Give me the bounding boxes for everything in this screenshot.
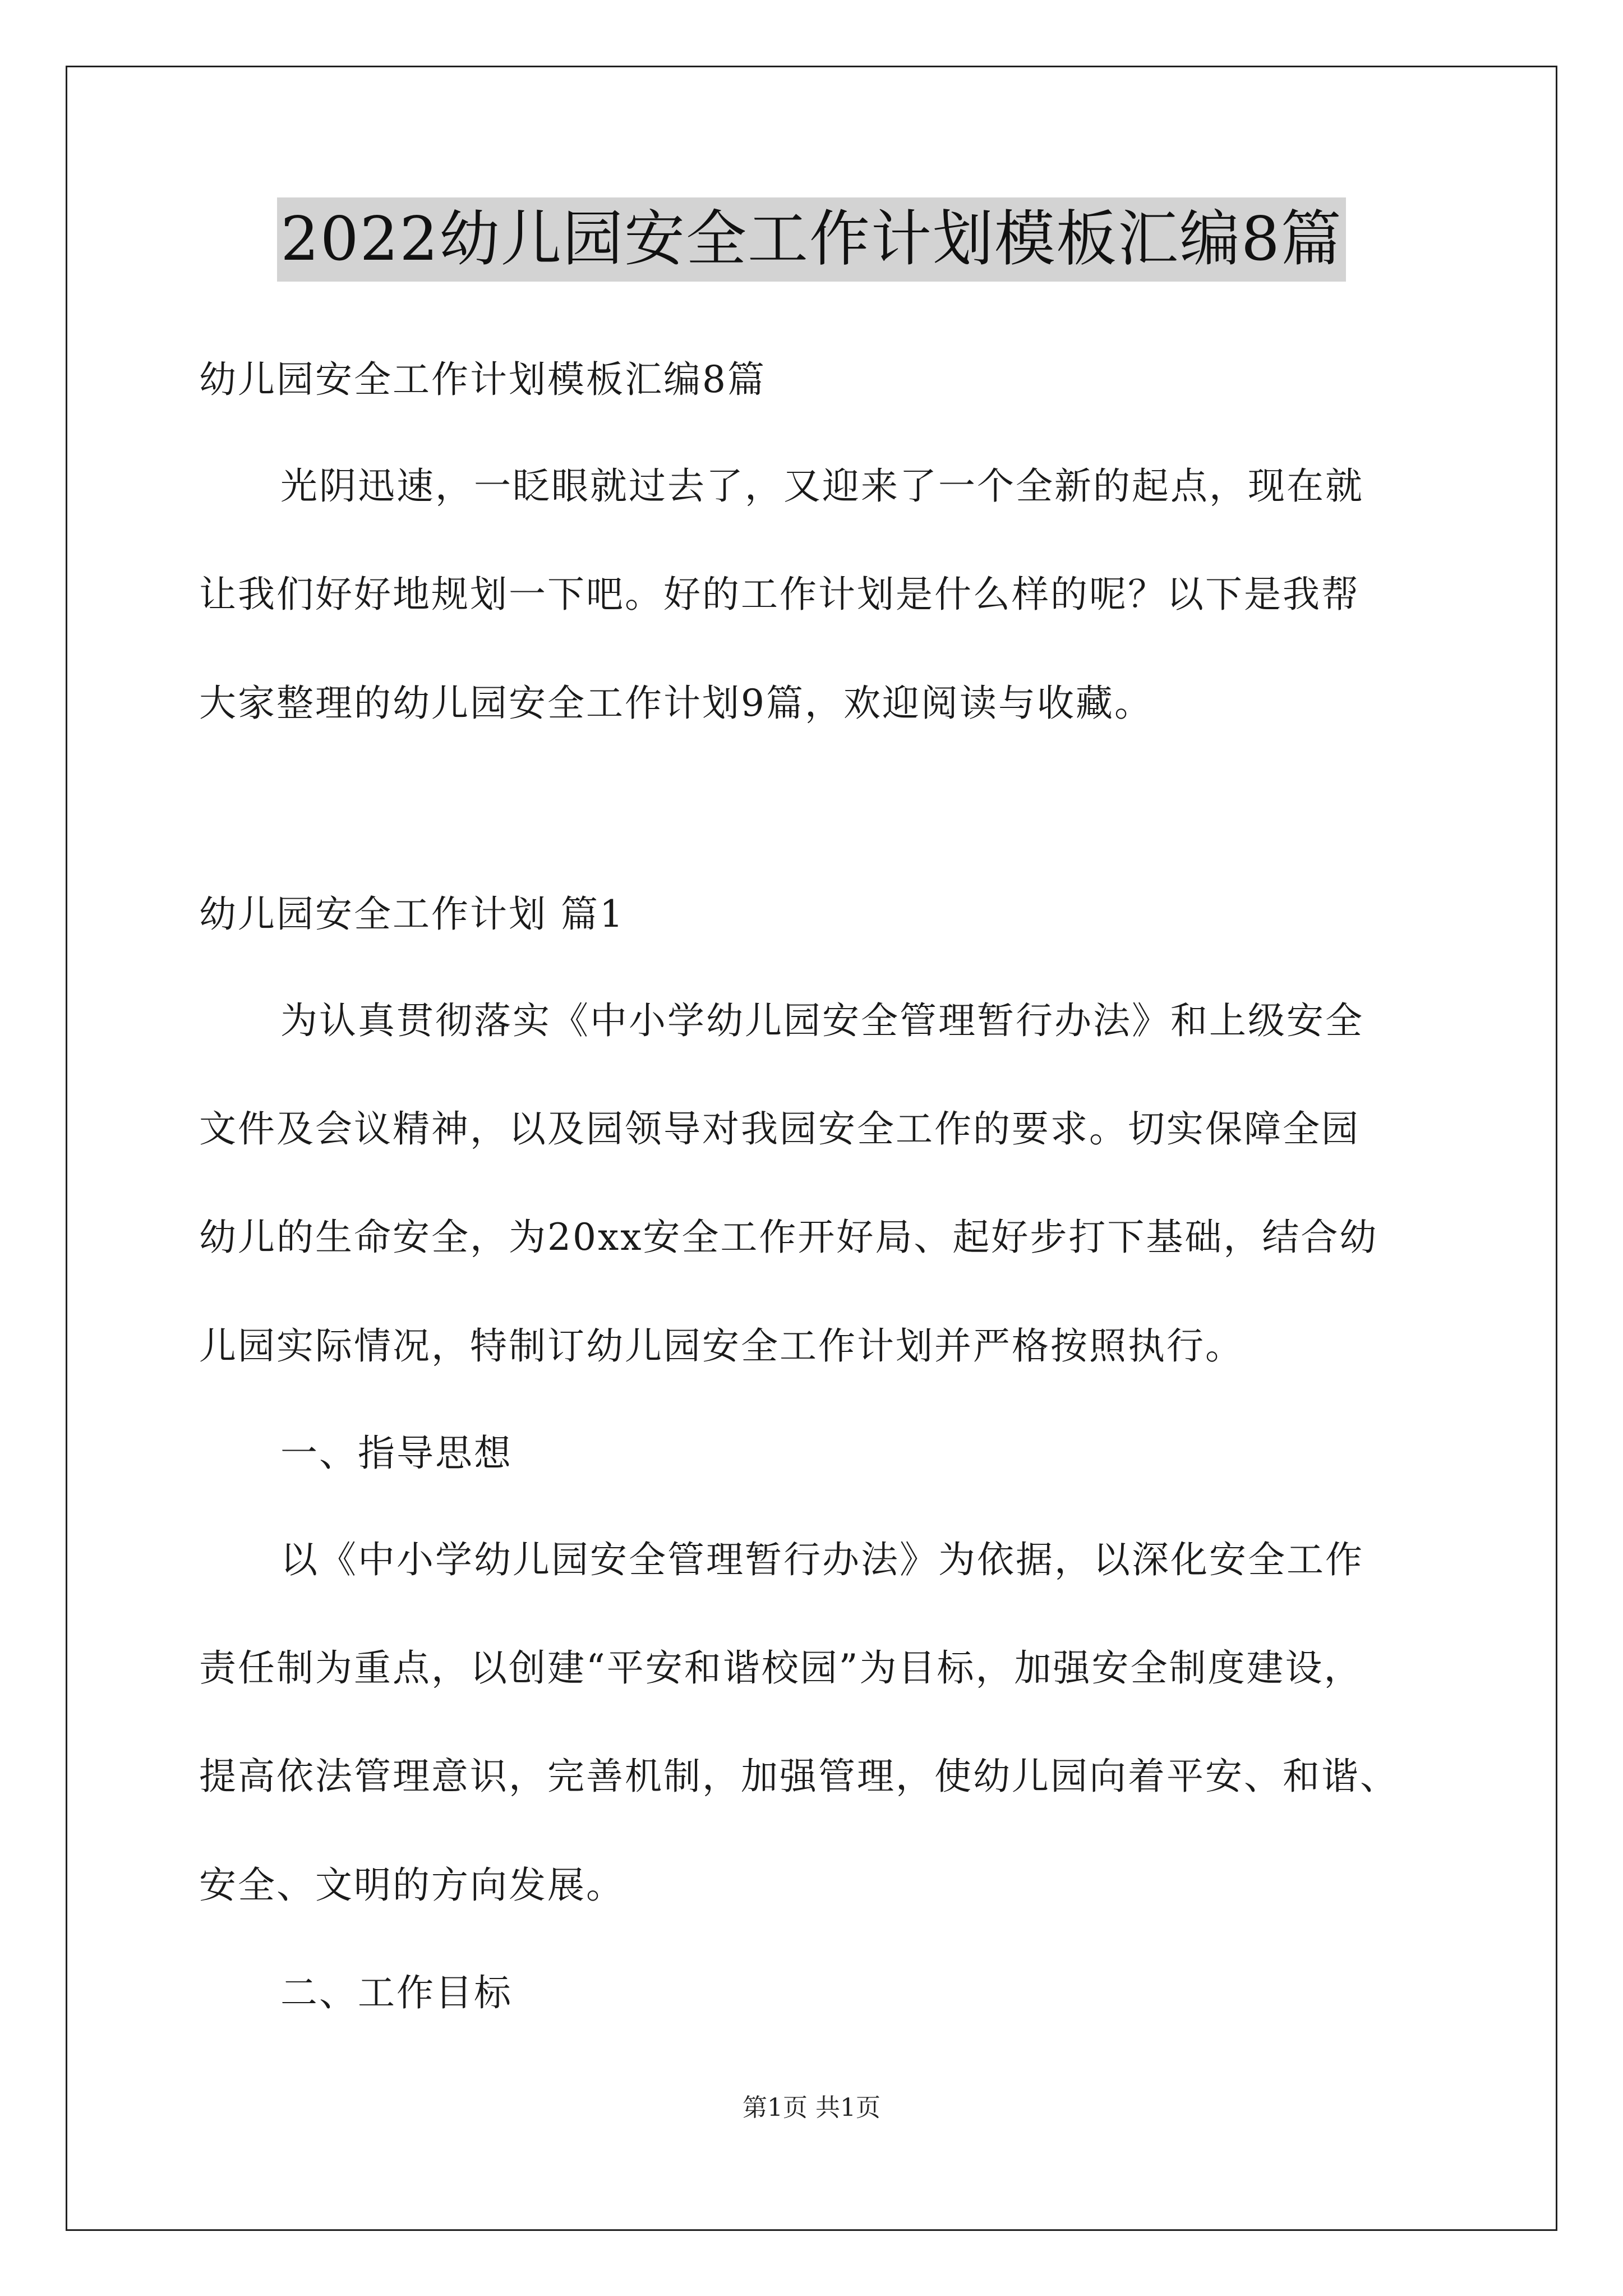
page-number-footer: 第1页 共1页 <box>743 2093 880 2122</box>
paragraph-1-line-4: 儿园实际情况，特制订幼儿园安全工作计划并严格按照执行。 <box>199 1324 1244 1368</box>
paragraph-2-line-2: 责任制为重点，以创建“平安和谐校园”为目标，加强安全制度建设， <box>199 1646 1363 1690</box>
paragraph-2-line-3: 提高依法管理意识，完善机制，加强管理，使幼儿园向着平安、和谐、 <box>199 1755 1399 1798</box>
title-container <box>0 197 1623 282</box>
paragraph-1-line-3: 幼儿的生命安全，为20xx安全工作开好局、起好步打下基础，结合幼 <box>199 1216 1378 1259</box>
subheading-guiding-ideology: 一、指导思想 <box>280 1432 513 1475</box>
subtitle-line: 幼儿园安全工作计划模板汇编8篇 <box>199 358 766 401</box>
paragraph-2-line-4: 安全、文明的方向发展。 <box>199 1864 625 1907</box>
document-title: 2022幼儿园安全工作计划模板汇编8篇 <box>277 197 1346 282</box>
section-heading-1: 幼儿园安全工作计划 篇1 <box>199 892 625 936</box>
subheading-work-goals: 二、工作目标 <box>280 1971 513 2014</box>
intro-line-1: 光阴迅速，一眨眼就过去了，又迎来了一个全新的起点，现在就 <box>280 464 1364 508</box>
intro-line-3: 大家整理的幼儿园安全工作计划9篇，欢迎阅读与收藏。 <box>199 682 1153 725</box>
paragraph-1-line-1: 为认真贯彻落实《中小学幼儿园安全管理暂行办法》和上级安全 <box>280 999 1364 1042</box>
paragraph-1-line-2: 文件及会议精神，以及园领导对我园安全工作的要求。切实保障全园 <box>199 1107 1360 1151</box>
paragraph-2-line-1: 以《中小学幼儿园安全管理暂行办法》为依据，以深化安全工作 <box>280 1538 1364 1581</box>
intro-line-2: 让我们好好地规划一下吧。好的工作计划是什么样的呢？以下是我帮 <box>199 573 1360 616</box>
